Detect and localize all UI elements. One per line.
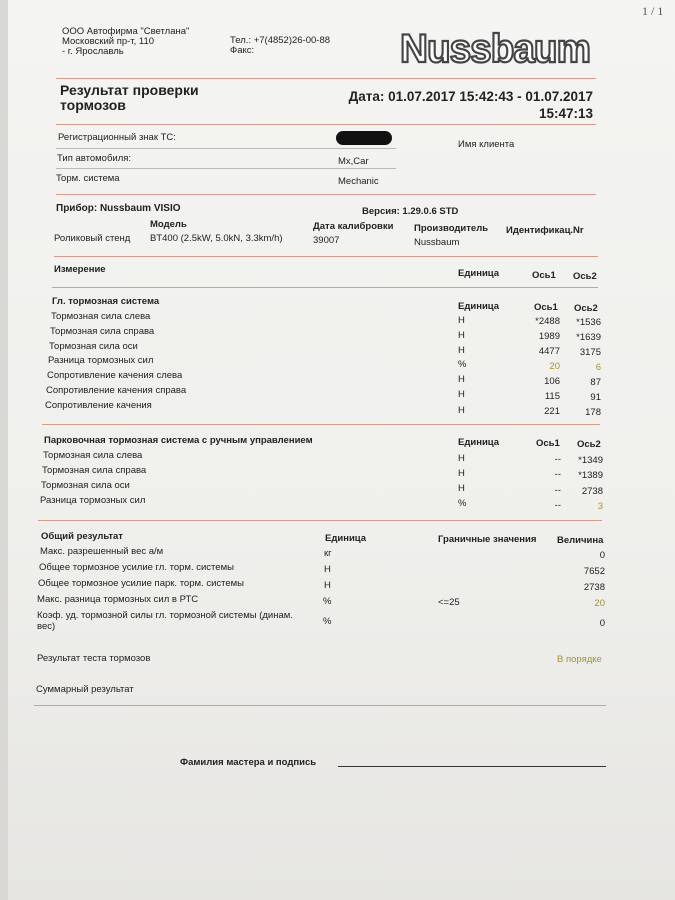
main-row-axle1: 221 bbox=[544, 406, 560, 417]
summary-unit-header: Единица bbox=[325, 533, 367, 544]
company-address-1: Московский пр-т, 110 bbox=[62, 36, 155, 47]
device-label: Прибор: Nussbaum VISIO bbox=[56, 203, 181, 214]
main-row-label: Тормозная сила справа bbox=[50, 326, 155, 337]
park-row-unit: Н bbox=[458, 453, 465, 464]
park-row-axle2: 3 bbox=[597, 501, 603, 512]
col-id-number: Идентификац.Nr bbox=[506, 225, 584, 236]
main-row-label: Сопротивление качения справа bbox=[46, 385, 187, 396]
summary-row-value: 20 bbox=[594, 598, 605, 609]
park-brake-axle2-header: Ось2 bbox=[577, 439, 601, 450]
main-row-label: Сопротивление качения слева bbox=[47, 370, 183, 381]
brake-test-result-value: В порядке bbox=[557, 654, 602, 665]
main-row-axle2: *1639 bbox=[576, 332, 601, 343]
measurement-axle1-header: Ось1 bbox=[532, 270, 556, 281]
main-row-unit: Н bbox=[458, 345, 465, 356]
report-title-line2: тормозов bbox=[60, 97, 126, 113]
main-row-label: Тормозная сила оси bbox=[49, 341, 138, 352]
brake-system-value: Mechanic bbox=[338, 176, 379, 187]
main-brake-title: Гл. тормозная система bbox=[52, 296, 160, 307]
park-row-axle2: 2738 bbox=[581, 486, 603, 497]
device-manufacturer: Nussbaum bbox=[414, 237, 460, 248]
park-row-axle2: *1349 bbox=[578, 455, 603, 466]
summary-row-unit: % bbox=[323, 596, 332, 607]
company-name: ООО Автофирма "Светлана" bbox=[62, 26, 190, 37]
summary-row-label: Макс. разница тормозных сил в РТС bbox=[37, 594, 199, 605]
summary-row-value: 0 bbox=[599, 618, 605, 629]
main-row-axle1: 20 bbox=[549, 361, 560, 372]
divider bbox=[56, 78, 596, 79]
brake-system-label: Торм. система bbox=[56, 173, 120, 184]
device-model: BT400 (2.5kW, 5.0kN, 3.3km/h) bbox=[150, 233, 283, 244]
main-row-axle2: *1536 bbox=[576, 317, 601, 328]
vehicle-type-value: Mx,Car bbox=[338, 156, 369, 167]
summary-row-label: Общее тормозное усилие гл. торм. системы bbox=[39, 562, 234, 573]
device-version: Версия: 1.29.0.6 STD bbox=[362, 206, 459, 217]
report-title-line1: Результат проверки bbox=[60, 82, 199, 98]
client-name-label: Имя клиента bbox=[458, 139, 515, 150]
main-brake-axle2-header: Ось2 bbox=[574, 303, 598, 314]
park-row-axle1: -- bbox=[554, 500, 561, 511]
vehicle-type-label: Тип автомобиля: bbox=[57, 153, 132, 164]
col-manufacturer: Производитель bbox=[414, 223, 489, 234]
measurement-unit-header: Единица bbox=[458, 268, 500, 279]
main-row-axle2: 178 bbox=[585, 407, 601, 418]
col-calibration-date: Дата калибровки bbox=[313, 221, 394, 232]
park-row-label: Тормозная сила оси bbox=[41, 480, 130, 491]
company-phone: Тел.: +7(4852)26-00-88 bbox=[230, 35, 331, 46]
divider bbox=[52, 287, 598, 288]
device-name: Роликовый стенд bbox=[54, 233, 131, 244]
park-row-unit: Н bbox=[458, 483, 465, 494]
main-row-label: Тормозная сила слева bbox=[51, 311, 151, 322]
device-calibration-date: 39007 bbox=[313, 235, 340, 246]
main-row-unit: Н bbox=[458, 405, 465, 416]
report-date-line1: Дата: 01.07.2017 15:42:43 - 01.07.2017 bbox=[348, 89, 593, 104]
divider bbox=[54, 256, 598, 257]
main-row-axle1: 4477 bbox=[538, 346, 560, 357]
divider bbox=[34, 705, 606, 706]
park-row-axle1: -- bbox=[554, 454, 561, 465]
summary-row-label: Макс. разрешенный вес а/м bbox=[40, 546, 164, 557]
summary-row-label: Общее тормозное усилие парк. торм. системы bbox=[38, 578, 245, 589]
park-brake-title: Парковочная тормозная система с ручным управлением bbox=[44, 435, 313, 446]
measurement-axle2-header: Ось2 bbox=[573, 271, 597, 282]
company-address-2: - г. Ярославль bbox=[62, 46, 124, 57]
page-number: 1 / 1 bbox=[642, 4, 664, 18]
park-brake-unit-header: Единица bbox=[458, 437, 500, 448]
divider bbox=[56, 148, 396, 149]
reg-plate-label: Регистрационный знак ТС: bbox=[58, 132, 176, 143]
total-result-label: Суммарный результат bbox=[36, 684, 134, 695]
divider bbox=[38, 520, 602, 521]
park-row-label: Разница тормозных сил bbox=[40, 495, 146, 506]
park-brake-axle1-header: Ось1 bbox=[536, 438, 560, 449]
main-row-unit: Н bbox=[458, 389, 465, 400]
main-row-unit: % bbox=[458, 359, 467, 370]
main-row-axle1: 106 bbox=[544, 376, 560, 387]
main-row-unit: Н bbox=[458, 330, 465, 341]
main-brake-axle1-header: Ось1 bbox=[534, 302, 558, 313]
logo-text: Nussbaum bbox=[400, 27, 590, 70]
main-row-unit: Н bbox=[458, 374, 465, 385]
summary-value-header: Величина bbox=[557, 535, 604, 546]
park-row-axle1: -- bbox=[554, 485, 561, 496]
main-row-label: Сопротивление качения bbox=[45, 400, 152, 411]
summary-row-value: 7652 bbox=[583, 566, 605, 577]
divider bbox=[56, 168, 396, 169]
divider bbox=[42, 424, 600, 425]
redacted-plate bbox=[336, 131, 392, 145]
divider bbox=[56, 194, 596, 195]
main-row-axle1: *2488 bbox=[535, 316, 560, 327]
main-row-label: Разница тормозных сил bbox=[48, 355, 154, 366]
park-row-label: Тормозная сила слева bbox=[43, 450, 143, 461]
nussbaum-logo bbox=[398, 26, 594, 70]
measurement-label: Измерение bbox=[54, 264, 106, 275]
summary-row-unit: Н bbox=[324, 580, 331, 591]
summary-row-unit: % bbox=[323, 616, 332, 627]
park-row-unit: Н bbox=[458, 468, 465, 479]
divider bbox=[56, 124, 596, 125]
park-row-label: Тормозная сила справа bbox=[42, 465, 147, 476]
park-row-unit: % bbox=[458, 498, 467, 509]
report-date-line2: 15:47:13 bbox=[538, 106, 593, 121]
company-fax: Факс: bbox=[230, 45, 255, 56]
main-brake-unit-header: Единица bbox=[458, 301, 500, 312]
main-row-axle1: 1989 bbox=[538, 331, 560, 342]
summary-row-limit: <=25 bbox=[438, 597, 460, 608]
summary-row-value: 0 bbox=[599, 550, 605, 561]
col-model: Модель bbox=[150, 219, 187, 230]
park-row-axle1: -- bbox=[554, 469, 561, 480]
main-row-axle2: 6 bbox=[595, 362, 601, 373]
main-row-axle2: 3175 bbox=[579, 347, 601, 358]
park-row-axle2: *1389 bbox=[578, 470, 603, 481]
brake-test-result-label: Результат теста тормозов bbox=[37, 653, 151, 664]
summary-row-unit: Н bbox=[324, 564, 331, 575]
summary-title: Общий результат bbox=[41, 531, 123, 542]
summary-limit-header: Граничные значения bbox=[438, 534, 537, 545]
summary-row-label-cont: вес) bbox=[37, 621, 56, 632]
summary-row-value: 2738 bbox=[583, 582, 605, 593]
main-row-axle2: 87 bbox=[590, 377, 601, 388]
summary-row-unit: кг bbox=[324, 548, 332, 559]
main-row-axle2: 91 bbox=[590, 392, 601, 403]
signature-label: Фамилия мастера и подпись bbox=[180, 757, 317, 768]
summary-row-label: Коэф. уд. тормозной силы гл. тормозной системы (динам. bbox=[37, 610, 293, 621]
main-row-unit: Н bbox=[458, 315, 465, 326]
signature-line bbox=[338, 766, 606, 767]
main-row-axle1: 115 bbox=[544, 391, 560, 402]
